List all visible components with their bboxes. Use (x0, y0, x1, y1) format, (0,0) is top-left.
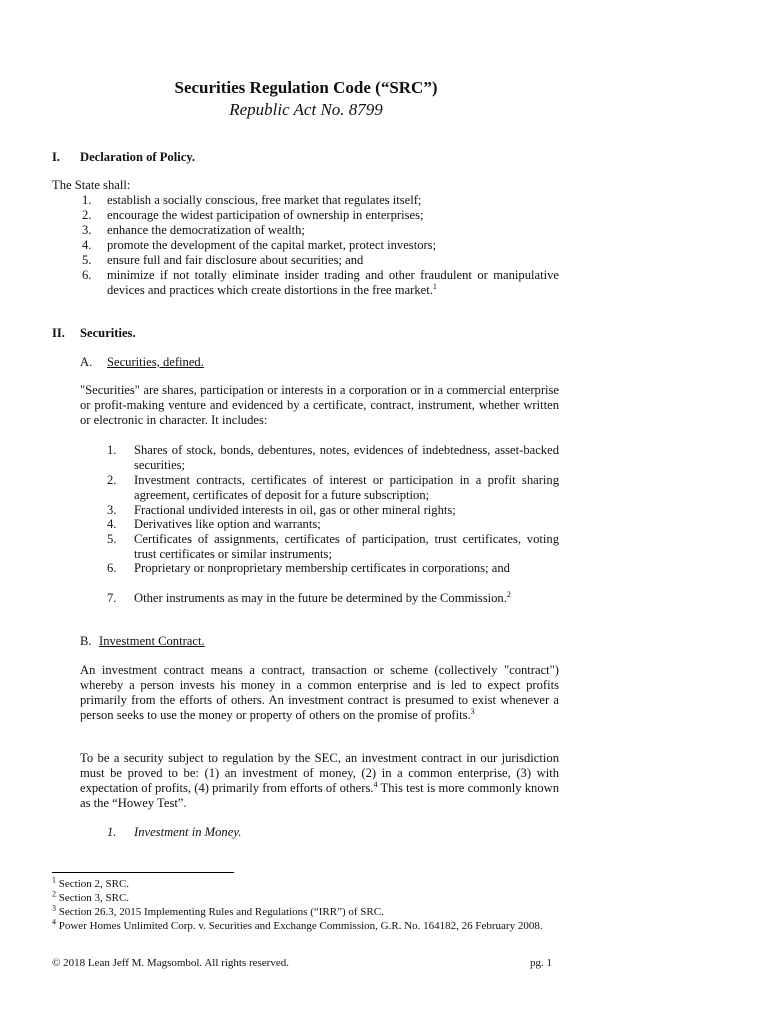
policy-item-number: 4. (82, 238, 92, 252)
investment-contract-paragraph: An investment contract means a contract, transaction or scheme (collectively "contract") whereby a person invests his money in a common enterprise and is led to expect profits primarily from the efforts of others. An investment contract is presumed to exist whenever a person seeks to use the money or property of others on the promise of profits.$^3$ (80, 663, 559, 722)
section-1-number: I. (52, 150, 61, 164)
howey-test-paragraph: To be a security subject to regulation by the SEC, an investment contract in our jurisdiction must be proved to be: (1) an investment of money, (2) in a common enterprise, (3) with expectation of profits, (4) primarily from efforts of others.$^4$ This test is more commonly known as the “Howey Test”. (80, 751, 560, 810)
policy-item-number: 6. (82, 268, 92, 282)
footnote: $^3$ Section 26.3, 2015 Implementing Rules and Regulations (“IRR”) of SRC. (52, 903, 384, 918)
securities-item-text: Proprietary or nonproprietary membership certificates in corporations; and (134, 561, 510, 575)
securities-item-text: Certificates of assignments, certificates of participation, trust certificates, voting trust certificates or similar instruments; (134, 532, 559, 561)
policy-item-text: ensure full and fair disclosure about securities; and (107, 253, 364, 267)
policy-item-text: minimize if not totally eliminate insider trading and other fraudulent or manipulative devices and practices which create distortions in the free market.$^1$ (107, 268, 559, 297)
subsection-a-letter: A. (80, 355, 93, 369)
document-subtitle: Republic Act No. 8799 (229, 100, 383, 119)
footnote: $^2$ Section 3, SRC. (52, 889, 130, 904)
securities-item-number: 7. (107, 591, 117, 605)
securities-item-text: Shares of stock, bonds, debentures, notes, evidences of indebtedness, asset-backed securities; (134, 443, 559, 472)
footnote-ref: 1 (432, 281, 437, 291)
securities-item-number: 2. (107, 473, 117, 487)
copyright-notice: © 2018 Lean Jeff M. Magsombol. All rights reserved. (52, 957, 289, 969)
howey-item-text: Investment in Money. (134, 825, 242, 839)
securities-item-number: 1. (107, 443, 117, 457)
page-number: pg. 1 (530, 957, 552, 969)
policy-item-text: promote the development of the capital market, protect investors; (107, 238, 437, 252)
securities-definition-paragraph: "Securities" are shares, participation or interests in a corporation or in a commercial enterprise or profit-making venture and evidenced by a certificate, contract, instrument, whether written or electronic in character. It includes: (80, 383, 559, 427)
securities-item-text: Derivatives like option and warrants; (134, 517, 321, 531)
section-1-intro: The State shall: (52, 178, 131, 192)
howey-item-number: 1. (107, 825, 117, 839)
section-2-number: II. (52, 326, 65, 340)
securities-item-number: 3. (107, 503, 117, 517)
subsection-a-heading: Securities, defined. (107, 355, 204, 369)
section-1-heading: Declaration of Policy. (80, 150, 196, 164)
footnote-ref: 2 (506, 589, 511, 599)
securities-item-number: 4. (107, 517, 117, 531)
policy-item-number: 1. (82, 193, 92, 207)
subsection-b-heading: Investment Contract. (99, 634, 205, 648)
footnote-ref: 3 (470, 706, 475, 716)
securities-item-number: 5. (107, 532, 117, 546)
policy-item-text: establish a socially conscious, free market that regulates itself; (107, 193, 422, 207)
policy-item-text: enhance the democratization of wealth; (107, 223, 305, 237)
subsection-b-letter: B. (80, 634, 92, 648)
securities-item-text: Fractional undivided interests in oil, gas or other mineral rights; (134, 503, 456, 517)
securities-item-number: 6. (107, 561, 117, 575)
footnote-divider (52, 872, 234, 873)
policy-item-number: 2. (82, 208, 92, 222)
document-title: Securities Regulation Code (“SRC”) (174, 78, 438, 97)
footnote-ref: 4 (373, 779, 378, 789)
securities-item-text: Other instruments as may in the future be determined by the Commission.$^2$ (134, 589, 511, 605)
policy-item-text: encourage the widest participation of ownership in enterprises; (107, 208, 424, 222)
securities-item-text: Investment contracts, certificates of interest or participation in a profit sharing agreement, certificates of deposit for a future subscription; (134, 473, 559, 502)
footnote: $^1$ Section 2, SRC. (52, 875, 130, 890)
policy-item-number: 5. (82, 253, 92, 267)
footnote: $^4$ Power Homes Unlimited Corp. v. Securities and Exchange Commission, G.R. No. 164182, 26 February 2008. (52, 917, 543, 932)
policy-item-number: 3. (82, 223, 92, 237)
section-2-heading: Securities. (80, 326, 136, 340)
